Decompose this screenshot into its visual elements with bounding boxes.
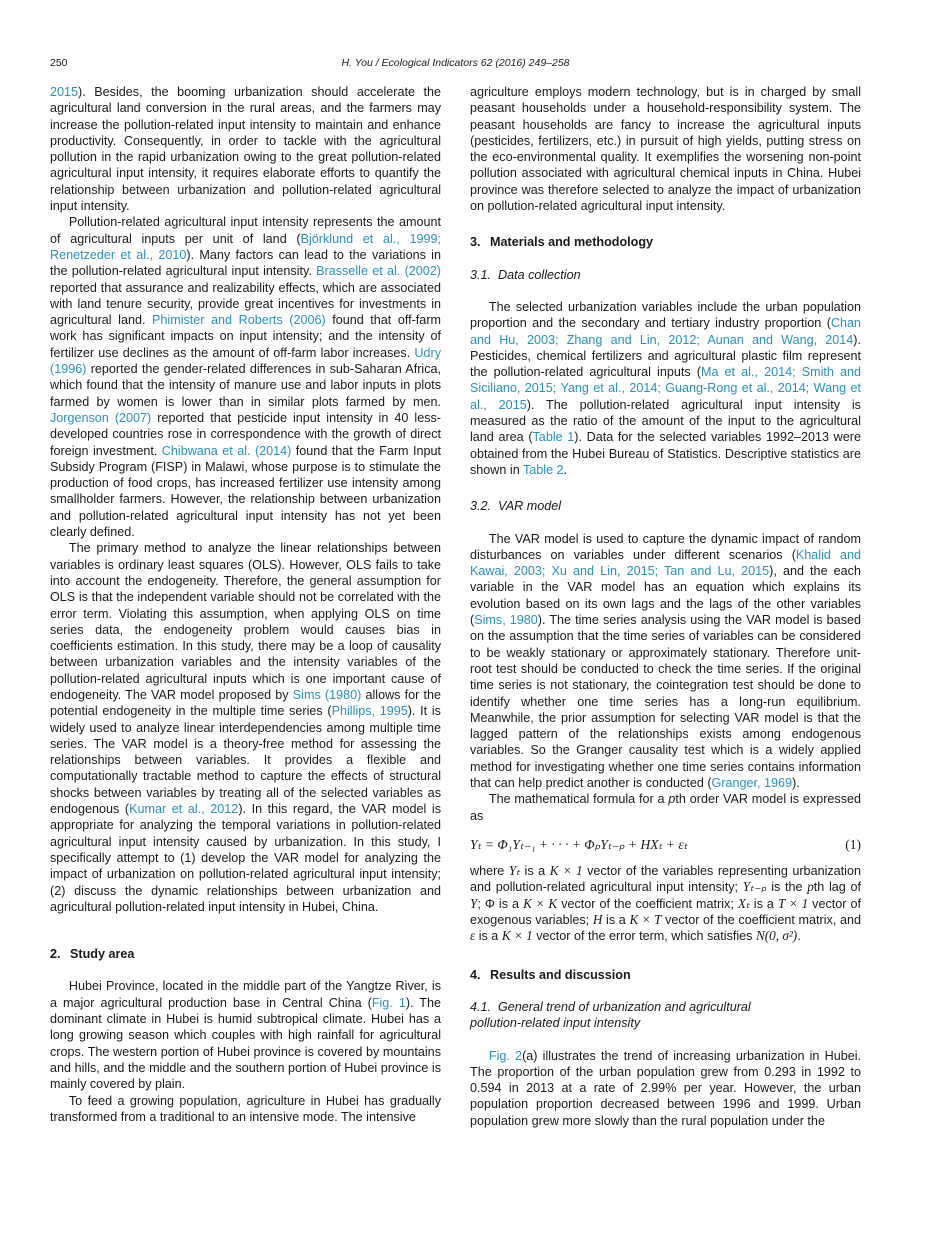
table-link[interactable]: Table 1	[532, 430, 575, 445]
paragraph-text: found that the Farm Input Subsidy Program (FISP) in Malawi, whose purpose is to stimulate the production of food crops, has increased fertilizer use intensity among smallholder farmers. However, the relationship between urbanization and pollution-related agricultural input intensity has not yet been clearly defined.	[50, 443, 442, 540]
paragraph-text: reported that assurance and realizability effects, which are associated with land tenure security, provide great incentives for investments in agricultural land.	[50, 280, 441, 328]
citation-link[interactable]: Fig. 1	[371, 995, 406, 1010]
math-symbol: T × 1	[777, 895, 809, 911]
section-title: Results and discussion	[490, 967, 631, 982]
section-title: Materials and methodology	[490, 235, 654, 250]
subsection-heading-data-collection	[470, 267, 861, 283]
section-heading-materials-methodology	[470, 234, 861, 250]
math-symbol: N(0, σ²)	[755, 928, 798, 944]
figure-link[interactable]: Fig. 2	[488, 1048, 523, 1063]
subsection-title: General trend of urbanization and agricultural	[498, 999, 751, 1014]
subsection-heading-general-trend	[470, 999, 861, 1032]
paragraph-text: ). The time series analysis using the VAR model is based on the assumption that the time series of variables can be considered to be weakly stationary or approximately stationary. Therefore unit-root test should be conducted to check the time series. If the original time series is not stationary, the cointegration test should be done to identify whether one time series has a long-run equilibrium. Meanwhile, the prior assumption for selecting VAR model is that the lagged pattern of the relationships exists among endogenous variables. So the Granger causality test which is a widely applied method for investigating whether one time series contains information that can help predict another is conducted (	[470, 613, 861, 790]
math-symbol: K × 1	[549, 863, 583, 879]
paragraph	[50, 540, 441, 915]
right-column	[470, 84, 861, 1129]
paragraph	[470, 791, 861, 824]
paragraph-text: vector of the coefficient matrix, and	[661, 913, 861, 928]
citation-link[interactable]: Granger, 1969	[711, 775, 793, 790]
paragraph-text: reported the gender-related differences in sub-Saharan Africa, which found that the intensity of manure use and labor inputs in plots farmed by women is lower than in similar plots farmed by men.	[50, 362, 441, 409]
math-symbol: ε	[470, 928, 476, 944]
paragraph-text: ; Φ is a	[477, 896, 524, 911]
paragraph-text: vector of the coefficient matrix;	[557, 896, 738, 911]
paragraph	[50, 214, 441, 540]
section-number: 4.	[470, 967, 481, 982]
citation-link[interactable]: Chibwana et al. (2014)	[161, 443, 292, 458]
section-number: 2.	[50, 947, 61, 962]
paragraph-text: To feed a growing population, agriculture in Hubei has gradually transformed from a traditional to an intensive mode. The intensive	[50, 1093, 441, 1124]
paragraph-text: ). Besides, the booming urbanization should accelerate the agricultural land conversion in the rural areas, and the farmers may increase the pollution-related input intensity to maintain and enhance productivity. Consequently, in order to tackle with the agricultural pollution in the rapid urbanization owing to the great pollution-related agricultural input intensity, it requires elaborate efforts to quantify the relationship between urbanization and pollution-related agricultural input intensity.	[50, 85, 441, 214]
journal-citation: H. You / Ecological Indicators 62 (2016) 249–258	[341, 57, 570, 69]
page-number: 250	[50, 57, 68, 69]
paragraph	[470, 863, 861, 944]
subsection-number: 3.1.	[470, 267, 492, 282]
equation-number: (1)	[845, 836, 861, 852]
equation-1	[470, 837, 861, 853]
paragraph-text: The primary method to analyze the linear relationships between variables is ordinary least squares (OLS). However, OLS fails to take into account the endogeneity. Therefore, the general assumption for OLS is that the independent variable should not be correlated with the error term. Violating this assumption, when applying OLS on time series data, the endogeneity problem would causes bias in coefficients estimation. In this study, there may be a loop of causality between urbanization variables and the intensity variables of the pollution-related agricultural inputs which is one important cause of endogeneity. The VAR model proposed by	[50, 541, 441, 702]
subsection-number: 4.1.	[470, 999, 492, 1014]
paragraph-text: The VAR model is used to capture the dynamic impact of random disturbances on variables under different scenarios (	[470, 531, 861, 562]
math-symbol: Yₜ₋ₚ	[742, 879, 767, 895]
paragraph-text: reported that pesticide input intensity in 40 less-developed countries rose in correspondence with the growth of direct foreign investment.	[50, 410, 441, 458]
subsection-title: Data collection	[498, 267, 581, 282]
citation-link[interactable]: Jorgenson (2007)	[50, 410, 152, 425]
paragraph-text: ), and the each variable in the VAR model has an equation which explains its evolution based on its own lags and the lags of the other variables (	[470, 564, 861, 628]
paragraph-text: is a	[475, 929, 502, 944]
paragraph	[470, 531, 861, 792]
citation-link[interactable]: Brasselle et al. (2002)	[316, 264, 441, 279]
math-symbol: K × T	[629, 912, 662, 928]
paragraph-text: found that off-farm work has significant impacts on input intensity; and the intensity of fertilizer use declines as the amount of off-farm labor increases.	[50, 313, 441, 360]
paragraph-text: vector of exogenous variables;	[470, 896, 861, 928]
paragraph-text: The selected urbanization variables include the urban population proportion and the secondary and tertiary industry proportion (	[470, 299, 861, 331]
paragraph-text: th lag of	[813, 880, 861, 895]
paragraph	[470, 1048, 861, 1129]
running-header	[50, 57, 861, 71]
paragraph	[470, 299, 861, 478]
citation-link[interactable]: Phillips, 1995	[331, 704, 408, 719]
section-heading-results-discussion	[470, 967, 861, 983]
subsection-title: pollution-related input intensity	[470, 1016, 641, 1031]
section-title: Study area	[70, 947, 135, 962]
paragraph-text: ). Data for the selected variables 1992–2013 were obtained from the Hubei Bureau of Statistics. Descriptive statistics are shown in	[470, 430, 861, 477]
paragraph-text: ). The dominant climate in Hubei is humid subtropical climate. Hubei has a long growing season which couples with high rainfall for agricultural crops. The western portion of Hubei province is covered by mountains and hills, and the middle and the southern portion of Hubei province is mainly covered by plain.	[50, 995, 442, 1092]
paragraph	[50, 84, 441, 214]
subsection-heading-var-model	[470, 498, 861, 514]
math-symbol: H	[592, 912, 603, 928]
paragraph-text: ). It is widely used to analyze linear interdependencies among multiple time series. The VAR model is a theory-free method for assessing the relationships between variables. It provides a flexible and computationally tractable method to capture the effects of structural shocks between variables by treating all of the selected variables as endogenous (	[50, 704, 441, 817]
citation-link[interactable]: Chan and Hu, 2003; Zhang and Lin, 2012; Aunan and Wang, 2014	[470, 316, 861, 347]
paragraph-text: ). The pollution-related agricultural input intensity is measured as the ratio of the amount of the input to the agricultural land area (	[470, 397, 861, 445]
paragraph-text: vector of the variables representing urbanization and pollution-related agricultural input intensity;	[470, 864, 861, 895]
equation-formula: Yₜ = Φ₁Yₜ₋₁ + · · · + ΦₚYₜ₋ₚ + HXₜ + εₜ	[470, 836, 688, 852]
math-symbol: Xₜ	[737, 895, 750, 911]
citation-link[interactable]: Ma et al., 2014; Smith and Siciliano, 2015; Yang et al., 2014; Guang-Rong et al., 2014; Wang et al., 2015	[470, 365, 862, 412]
subsection-number: 3.2.	[470, 499, 492, 514]
paragraph	[50, 1093, 441, 1126]
paragraph-text: ). In this regard, the VAR model is appropriate for analyzing the temporal variations in pollution-related agricultural input intensity caused by urbanization. In this study, I specifically attempt to (1) develop the VAR model for analyzing the impact of urbanization on pollution-related agricultural input intensity; (2) discuss the dynamic relationships between urbanization and agricultural pollution-related input intensity in Hubei, China.	[50, 802, 441, 914]
paragraph-text: The mathematical formula for a	[488, 792, 669, 807]
paragraph-text: is a	[602, 913, 630, 928]
paragraph-text: ).	[792, 775, 800, 790]
citation-link[interactable]: Sims (1980)	[292, 687, 362, 702]
paragraph-text: is a	[749, 896, 778, 911]
paragraph-text: th order VAR model is expressed as	[470, 792, 861, 823]
citation-link[interactable]: Phimister and Roberts (2006)	[152, 313, 326, 328]
section-number: 3.	[470, 235, 481, 250]
paragraph-text: .	[797, 929, 801, 944]
section-heading-study-area	[50, 946, 441, 962]
paragraph-text: is the	[766, 880, 808, 895]
left-column	[50, 84, 441, 1125]
subsection-title: VAR model	[498, 499, 561, 514]
paragraph	[470, 84, 861, 214]
math-symbol: K × 1	[501, 928, 533, 944]
paragraph	[50, 978, 441, 1092]
paragraph-text: allows for the potential endogeneity in the multiple time series (	[50, 687, 442, 719]
math-symbol: p	[807, 879, 814, 895]
math-symbol: Y	[470, 895, 478, 911]
paragraph-text: is a	[520, 864, 550, 879]
paragraph-text: Pollution-related agricultural input intensity represents the amount of agricultural inputs per unit of land (	[50, 215, 441, 246]
paragraph-text: agriculture employs modern technology, but is in charged by small peasant households under a household-responsibility system. The peasant households are fancy to increase the agricultural inputs (pesticides, fertilizers, etc.) in pursuit of high yields, putting stress on the eco-environmental quality. It exemplifies the worsening non-point pollution associated with agricultural chemical inputs in China. Hubei province was therefore selected to analyze the impact of urbanization on pollution-related agricultural input intensity.	[470, 85, 861, 214]
table-link[interactable]: Table 2	[522, 462, 564, 477]
paragraph-text: ). Pesticides, chemical fertilizers and agricultural plastic film represent the pollution-related agricultural inputs (	[470, 332, 861, 380]
paragraph-text: ). Many factors can lead to the variations in the pollution-related agricultural input intensity.	[50, 247, 441, 279]
citation-link[interactable]: Kumar et al., 2012	[129, 802, 239, 817]
citation-link[interactable]: Udry (1996)	[50, 345, 441, 377]
math-symbol: p	[668, 792, 676, 807]
citation-link[interactable]: Björklund et al., 1999; Renetzeder et al., 2010	[50, 231, 441, 262]
paragraph-text: Hubei Province, located in the middle part of the Yangtze River, is a major agricultural production base in Central China (	[50, 979, 441, 1010]
math-symbol: K × K	[523, 895, 558, 911]
citation-link[interactable]: 2015	[50, 85, 79, 99]
paragraph-text: vector of the error term, which satisfies	[532, 929, 756, 944]
paragraph-text: (a) illustrates the trend of increasing urbanization in Hubei. The proportion of the urban population grew from 0.293 in 1992 to 0.594 in 2013 at a rate of 2.99% per year. However, the urban population proportion decreased between 1996 and 1999. Urban population grew more slowly than the rural population under the	[470, 1048, 862, 1128]
citation-link[interactable]: Sims, 1980	[474, 613, 538, 628]
paragraph-text: where	[470, 864, 509, 879]
paragraph-text: .	[563, 462, 568, 477]
citation-link[interactable]: Khalid and Kawai, 2003; Xu and Lin, 2015; Tan and Lu, 2015	[470, 547, 861, 579]
math-symbol: Yₜ	[508, 863, 521, 879]
